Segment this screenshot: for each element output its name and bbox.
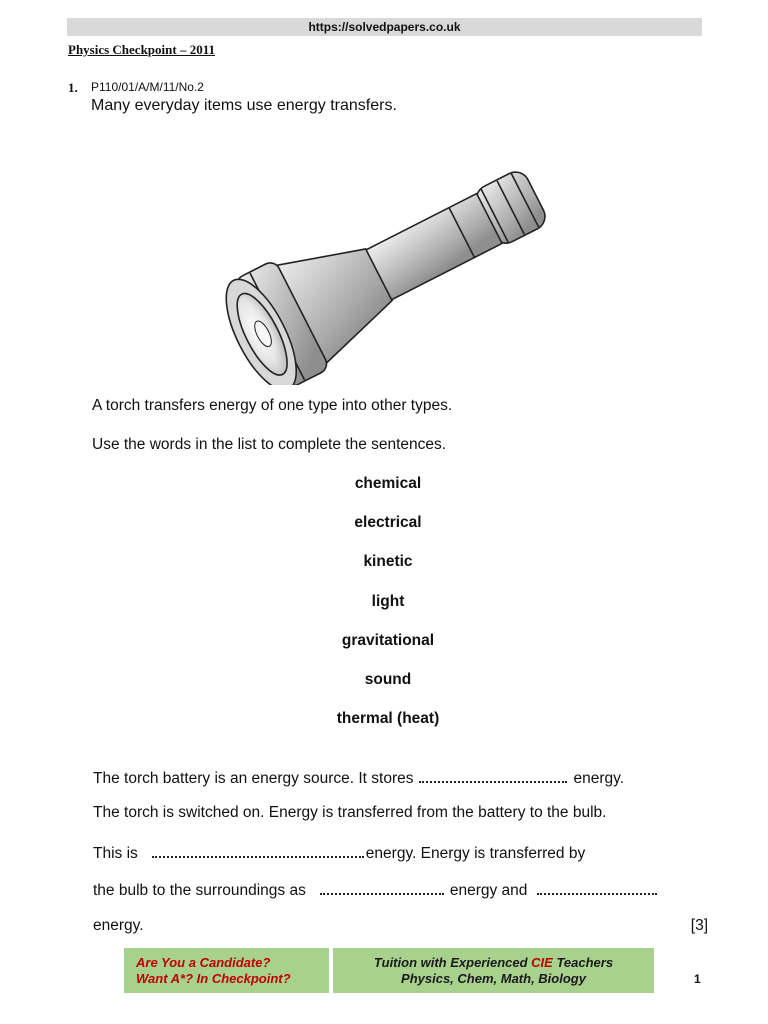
word-list-item: thermal (heat)	[336, 710, 440, 727]
sentence-text: energy. Energy is transferred by	[365, 845, 586, 862]
sentence-line-2: The torch is switched on. Energy is transferred from the battery to the bulb.	[93, 804, 607, 821]
document-title: Physics Checkpoint – 2011	[68, 42, 215, 57]
advert-banner[interactable]	[124, 948, 654, 993]
sentence-text: energy.	[573, 770, 625, 787]
torch-illustration	[205, 150, 575, 385]
sentence-text: The torch battery is an energy source. It stores	[93, 770, 414, 787]
marks-label: [3]	[690, 917, 708, 934]
question-number: 1.	[68, 80, 78, 95]
sentence-line-4	[93, 879, 663, 900]
advert-left-line-2: Want A*? In Checkpoint?	[136, 970, 291, 986]
advert-left-line-1: Are You a Candidate?	[136, 954, 271, 970]
word-list-item: kinetic	[363, 553, 413, 570]
instruction-text-2: Use the words in the list to complete the sentences.	[92, 436, 447, 453]
answer-blank-2[interactable]	[152, 842, 364, 858]
advert-right-line-1	[333, 955, 654, 971]
advert-right-line-2: Physics, Chem, Math, Biology	[401, 970, 586, 986]
answer-blank-3[interactable]	[320, 879, 444, 895]
source-url[interactable]: https://solvedpapers.co.uk	[67, 18, 702, 36]
advert-text: Tuition with Experienced	[373, 954, 532, 970]
question-reference: P110/01/A/M/11/No.2	[91, 80, 204, 94]
sentence-line-5: energy.	[93, 917, 144, 934]
advert-text: Teachers	[552, 954, 614, 970]
sentence-text: the bulb to the surroundings as	[93, 882, 306, 899]
instruction-text-1: A torch transfers energy of one type into other types.	[92, 397, 453, 414]
word-list-item: electrical	[354, 514, 422, 531]
word-list-item: sound	[364, 671, 412, 688]
word-list-item: light	[371, 593, 405, 610]
word-list-item: gravitational	[341, 632, 435, 649]
sentence-line-3	[93, 842, 585, 863]
answer-blank-1[interactable]	[419, 767, 567, 783]
answer-blank-4[interactable]	[537, 879, 657, 895]
question-intro: Many everyday items use energy transfers.	[91, 97, 397, 114]
advert-right-cell[interactable]	[333, 948, 654, 993]
word-list-item: chemical	[354, 475, 422, 492]
sentence-text: energy and	[449, 882, 528, 899]
page-number: 1	[694, 972, 701, 986]
sentence-text: This is	[93, 845, 138, 862]
sentence-line-1	[93, 767, 624, 788]
advert-cie-text: CIE	[531, 954, 553, 970]
advert-left-cell[interactable]	[124, 948, 329, 993]
